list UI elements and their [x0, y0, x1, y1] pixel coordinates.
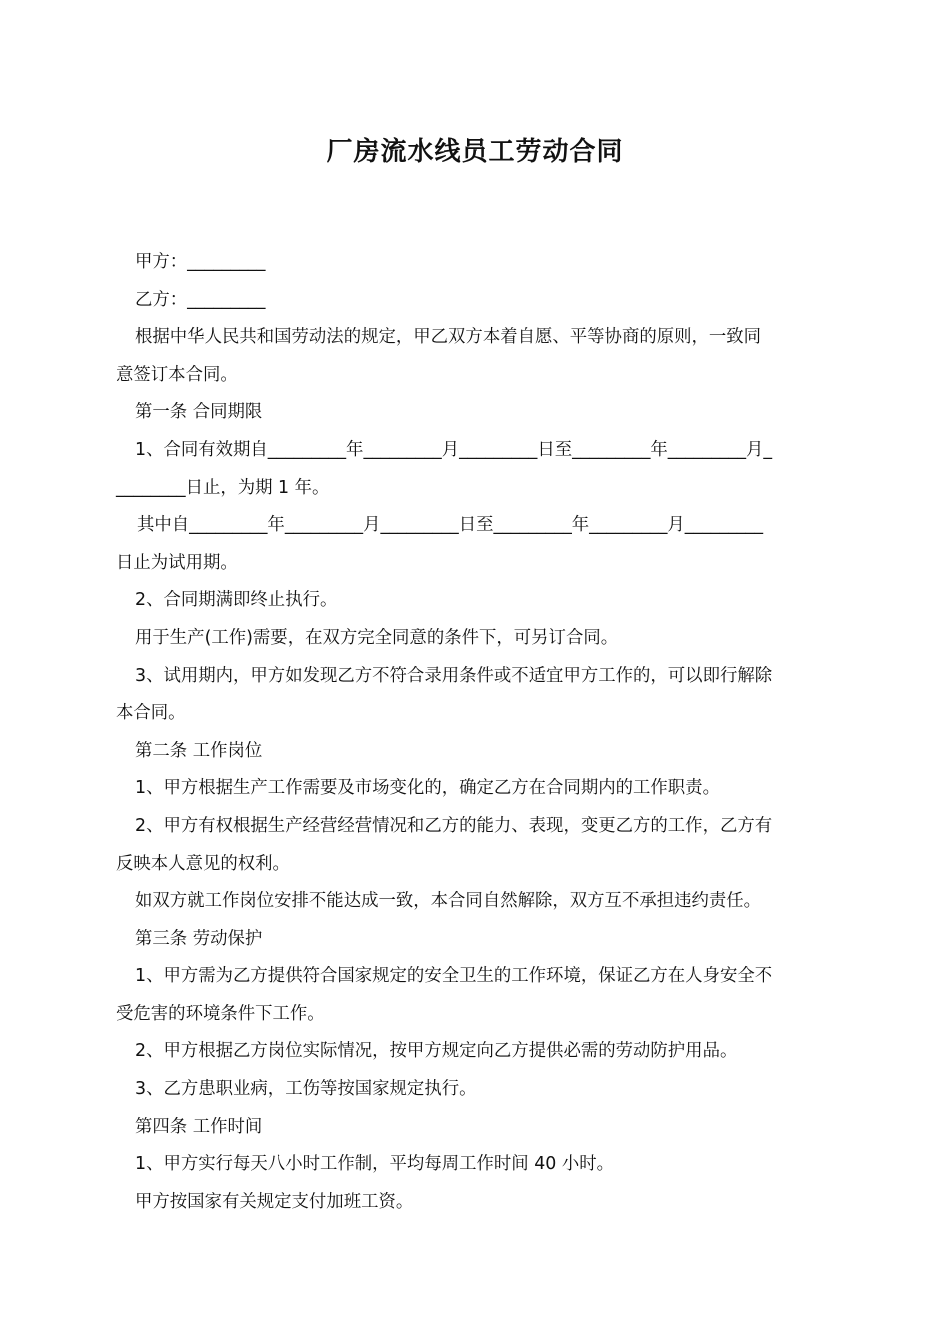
clause-line: 3、试用期内，甲方如发现乙方不符合录用条件或不适宜甲方工作的，可以即行解除: [135, 665, 773, 686]
clause-line: 1、甲方需为乙方提供符合国家规定的安全卫生的工作环境，保证乙方在人身安全不: [135, 966, 773, 987]
clause-line: 1、合同有效期自_________年_________月_________日至_________年_________月_: [135, 439, 773, 460]
clause-line: 其中自_________年_________月_________日至_________年_________月_________: [137, 515, 764, 536]
document-body: [116, 244, 836, 1221]
article-heading: 第三条 劳动保护: [135, 928, 263, 949]
clause-line: ________日止，为期 1 年。: [116, 477, 330, 498]
preamble-line: 意签订本合同。: [116, 364, 238, 385]
clause-line: 2、甲方有权根据生产经营经营情况和乙方的能力、表现，变更乙方的工作，乙方有: [135, 815, 773, 836]
clause-line: 反映本人意见的权利。: [116, 853, 290, 874]
preamble-line: 根据中华人民共和国劳动法的规定，甲乙双方本着自愿、平等协商的原则，一致同: [135, 327, 762, 348]
clause-line: 1、甲方根据生产工作需要及市场变化的，确定乙方在合同期内的工作职责。: [135, 778, 720, 799]
clause-line: 2、合同期满即终止执行。: [135, 590, 338, 611]
party-a-line: 甲方：_________: [135, 252, 266, 272]
article-heading: 第一条 合同期限: [135, 402, 263, 423]
clause-line: 2、甲方根据乙方岗位实际情况，按甲方规定向乙方提供必需的劳动防护用品。: [135, 1041, 738, 1062]
clause-line: 日止为试用期。: [116, 552, 238, 573]
party-b-line: 乙方：_________: [135, 289, 266, 310]
article-heading: 第二条 工作岗位: [135, 740, 263, 761]
clause-line: 受危害的环境条件下工作。: [116, 1003, 325, 1024]
clause-line: 3、乙方患职业病，工伤等按国家规定执行。: [135, 1079, 477, 1100]
document-title: 厂房流水线员工劳动合同: [326, 137, 624, 167]
clause-line: 如双方就工作岗位安排不能达成一致，本合同自然解除，双方互不承担违约责任。: [135, 891, 762, 912]
clause-line: 1、甲方实行每天八小时工作制，平均每周工作时间 40 小时。: [135, 1154, 615, 1175]
clause-line: 本合同。: [116, 703, 186, 724]
article-heading: 第四条 工作时间: [135, 1116, 263, 1137]
clause-line: 甲方按国家有关规定支付加班工资。: [135, 1191, 414, 1212]
clause-line: 用于生产(工作)需要，在双方完全同意的条件下，可另订合同。: [135, 627, 619, 648]
